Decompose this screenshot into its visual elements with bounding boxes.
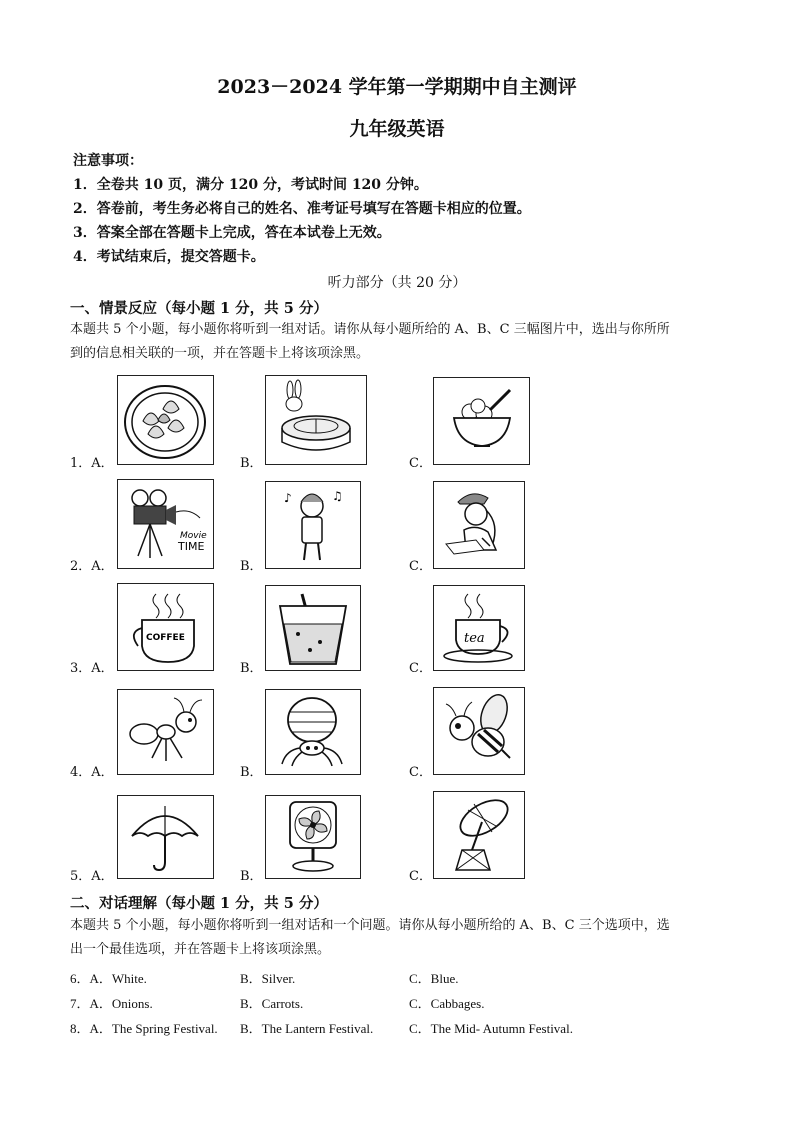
part2-intro-line: 出一个最佳选项，并在答题卡上将该项涂黑。 xyxy=(70,942,331,957)
part1-intro-line: 本题共 5 个小题，每小题你将听到一组对话。请你从每小题所给的 A、B、C 三幅图片中，选出与你所所 xyxy=(70,322,670,337)
part2-intro-line: 本题共 5 个小题，每小题你将听到一组对话和一个问题。请你从每小题所给的 A、B、C 三个选项中，选 xyxy=(70,918,670,933)
exam-subtitle: 九年级英语 xyxy=(349,118,445,140)
part2-intro xyxy=(70,914,730,962)
part2-heading: 二、对话理解（每小题 1 分，共 5 分） xyxy=(70,895,328,912)
question-number: 2．A． xyxy=(70,559,114,574)
option-a: 8．A．The Spring Festival. xyxy=(70,1021,218,1036)
svg-text:♪: ♪ xyxy=(284,491,292,505)
question-number: 1．A． xyxy=(70,456,114,471)
time-text: TIME xyxy=(178,540,205,553)
writing-girl-icon xyxy=(433,481,525,569)
juice-glass-icon xyxy=(265,585,361,671)
option-b: B．Carrots. xyxy=(240,996,304,1011)
bee-icon xyxy=(433,687,525,775)
option-label: C． xyxy=(409,661,432,676)
option-b: B．The Lantern Festival. xyxy=(240,1021,374,1036)
tea-text: tea xyxy=(464,631,485,646)
note-item: 1．全卷共 10 页，满分 120 分，考试时间 120 分钟。 xyxy=(73,177,428,193)
movie-text: Movie xyxy=(180,531,207,541)
listening-heading: 听力部分（共 20 分） xyxy=(327,275,467,291)
question-number: 4．A． xyxy=(70,765,114,780)
satellite-dish-icon xyxy=(433,791,525,879)
mooncake-rabbit-icon xyxy=(265,375,367,465)
note-item: 2．答卷前，考生务必将自己的姓名、准考证号填写在答题卡相应的位置。 xyxy=(73,201,531,217)
option-a: 7．A．Onions. xyxy=(70,996,153,1011)
option-c: C．Blue. xyxy=(409,971,459,986)
question-number: 3．A． xyxy=(70,661,114,676)
option-c: C．Cabbages. xyxy=(409,996,485,1011)
tea-cup-icon xyxy=(433,585,525,671)
ant-icon xyxy=(117,689,214,775)
note-item: 3．答案全部在答题卡上完成，答在本试卷上无效。 xyxy=(73,225,391,241)
option-label: B． xyxy=(240,765,263,780)
question-number: 5．A． xyxy=(70,869,114,884)
part1-intro-line: 到的信息相关联的一项，并在答题卡上将该项涂黑。 xyxy=(70,346,370,361)
part1-intro xyxy=(70,318,730,366)
option-b: B．Silver. xyxy=(240,971,296,986)
coffee-cup-icon xyxy=(117,583,214,671)
option-label: C． xyxy=(409,869,432,884)
option-label: C． xyxy=(409,456,432,471)
fan-icon xyxy=(265,795,361,879)
spider-icon xyxy=(265,689,361,775)
option-label: C． xyxy=(409,559,432,574)
dumplings-plate-icon xyxy=(117,375,214,465)
option-label: B． xyxy=(240,559,263,574)
umbrella-icon xyxy=(117,795,214,879)
note-item: 4．考试结束后，提交答题卡。 xyxy=(73,249,265,265)
option-c: C．The Mid- Autumn Festival. xyxy=(409,1021,573,1036)
option-label: C． xyxy=(409,765,432,780)
movie-camera-icon xyxy=(117,479,214,569)
coffee-text: COFFEE xyxy=(146,633,185,643)
option-label: B． xyxy=(240,661,263,676)
svg-text:♫: ♫ xyxy=(332,489,343,503)
singing-girl-icon xyxy=(265,481,361,569)
tangyuan-bowl-icon xyxy=(433,377,530,465)
part1-heading: 一、情景反应（每小题 1 分，共 5 分） xyxy=(70,300,328,317)
option-label: B． xyxy=(240,456,263,471)
option-label: B． xyxy=(240,869,263,884)
notes-heading: 注意事项： xyxy=(73,153,143,169)
option-a: 6．A．White. xyxy=(70,971,147,986)
exam-title: 2023－2024 学年第一学期期中自主测评 xyxy=(217,76,577,98)
